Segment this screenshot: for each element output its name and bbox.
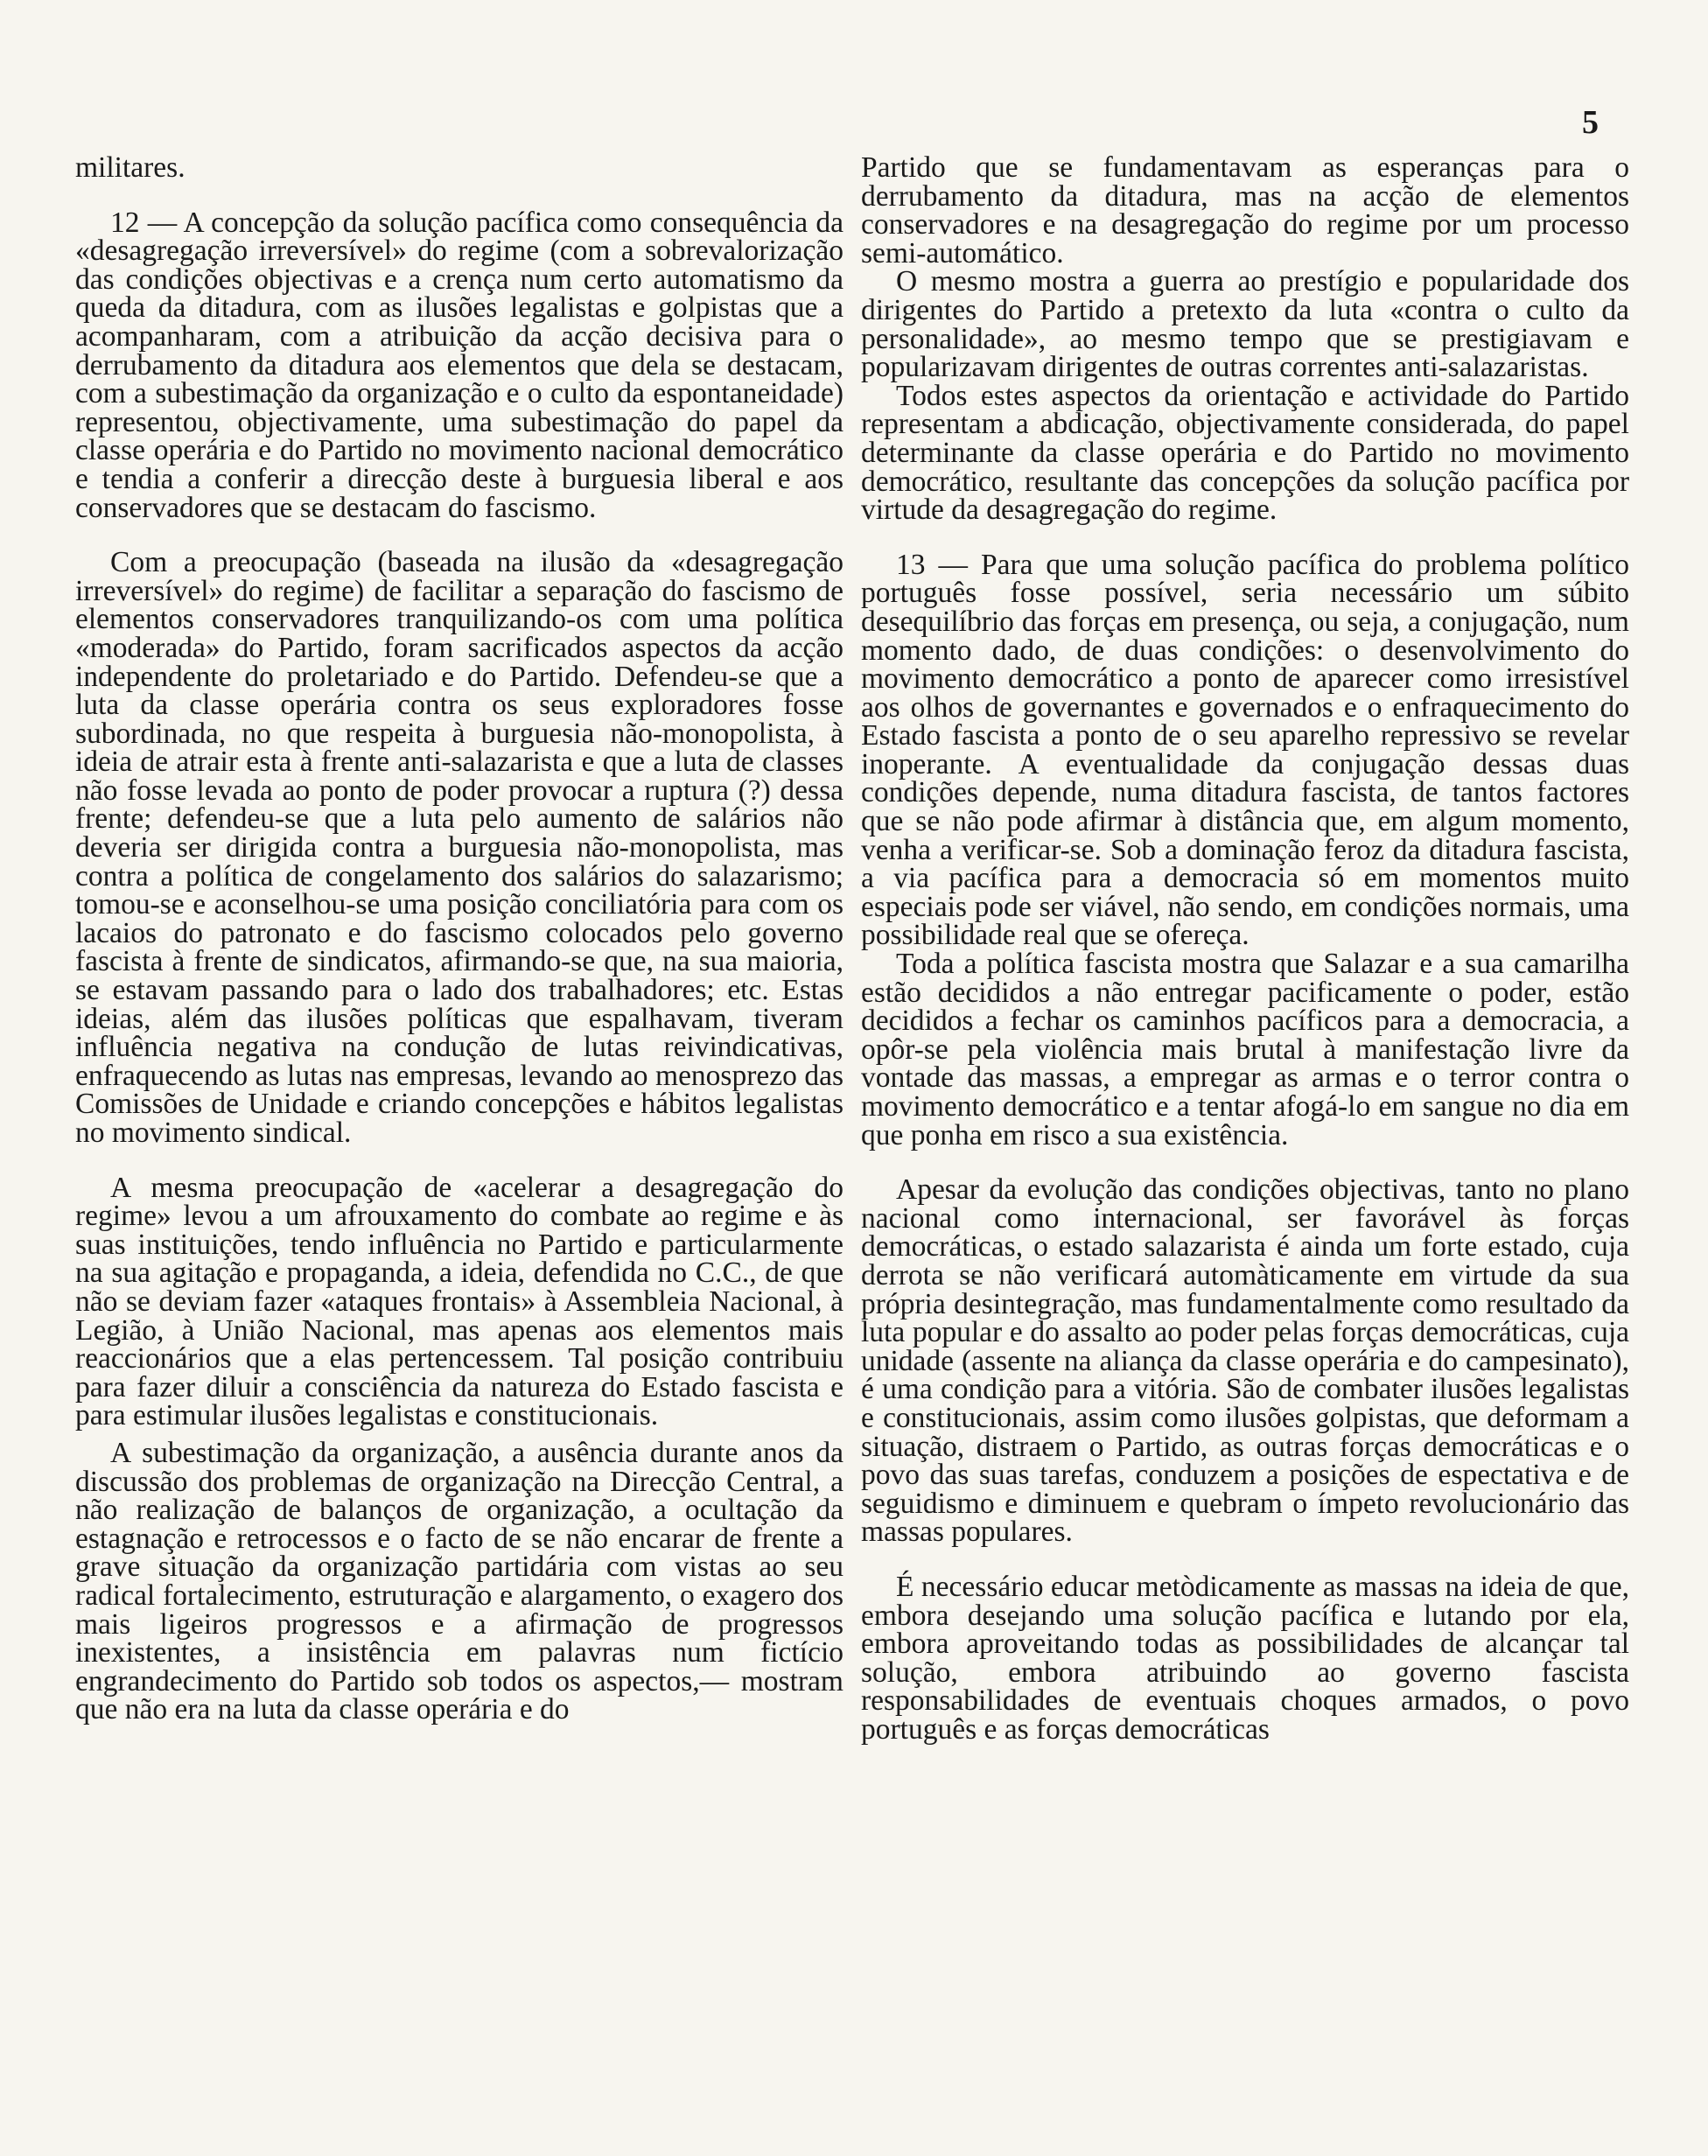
paragraph: Todos estes aspectos da orientação e actividade do Partido representam a abdicação, objectivamente considerada, do papel determinante da classe operária e do Partido no movimento democrático, resultante das concepções da solução pacífica por virtude da desagregação do regime.	[861, 379, 1629, 527]
paragraph: A subestimação da organização, a ausência durante anos da discussão dos problemas de organização na Direcção Central, a não realização de balanços de organização, a ocultação da estagnação e retrocessos e o facto de se não encarar de frente a grave situação da organização partidária com vistas ao seu radical fortalecimento, estruturação e alargamento, o exagero dos mais ligeiros progressos e a afirmação de progressos inexistentes, a insistência em palavras num fictício engrandecimento do Partido sob todos os aspectos,— mostram que não era na luta da classe operária e do	[75, 1436, 844, 1726]
paragraph: 12 — A concepção da solução pacífica como consequência da «desagregação irreversível» do regime (com a sobrevalorização das condições objectivas e a crença num certo automatismo da queda da ditadura, com as ilusões legalistas e golpistas que a acompanharam, com a atribuição da acção decisiva para o derrubamento da ditadura aos elementos que dela se destacam, com a subestimação da organização e o culto da espontaneidade) representou, objectivamente, uma subestimação do papel da classe operária e do Partido no movimento nacional democrático e tendia a conferir a direcção deste à burguesia liberal e aos conservadores que se destacam do fascismo.	[75, 206, 844, 524]
paragraph: Apesar da evolução das condições objectivas, tanto no plano nacional como internacional, ser favorável às forças democráticas, o estado salazarista é ainda um forte estado, cuja derrota se não verificará automàticamente em virtude da sua própria desintegração, mas fundamentalmente como resultado da luta popular e do assalto ao poder pelas forças democráticas, cuja unidade (assente na aliança da classe operária e do campesinato), é uma condição para a vitória. São de combater ilusões legalistas e constitucionais, assim como ilusões golpistas, que deformam a situação, distraem o Partido, as outras forças democráticas e o povo das suas tarefas, conduzem a posições de espectativa e de seguidismo e diminuem e quebram o ímpeto revolucionário das massas populares.	[861, 1173, 1629, 1549]
paragraph: militares.	[75, 151, 186, 184]
paragraph: O mesmo mostra a guerra ao prestígio e popularidade dos dirigentes do Partido a pretexto da luta «contra o culto da personalidade», ao mesmo tempo que se prestigiavam e popularizavam dirigentes de outras correntes anti-salazaristas.	[861, 265, 1629, 384]
paragraph: Com a preocupação (baseada na ilusão da «desagregação irreversível» do regime) de facilitar a separação do fascismo de elementos conservadores tranquilizando-os com uma política «moderada» do Partido, foram sacrificados aspectos da acção independente do proletariado e do Partido. Defendeu-se que a luta da classe operária contra os seus exploradores fosse subordinada, no que respeita à burguesia não-monopolista, à ideia de atrair esta à frente anti-salazarista e que a luta de classes não fosse levada ao ponto de poder provocar a ruptura (?) dessa frente; defendeu-se que a luta pelo aumento de salários não deveria ser dirigida contra a burguesia não-monopolista, mas contra a política de congelamento dos salários do salazarismo; tomou-se e aconselhou-se uma posição conciliatória para com os lacaios do patronato e do fascismo colocados pelo governo fascista à frente de sindicatos, afirmando-se que, na sua maioria, se estavam passando para o lado dos trabalhadores; etc. Estas ideias, além das ilusões políticas que espalhavam, tiveram influência negativa na condução de lutas reivindicativas, enfraquecendo as lutas nas empresas, levando ao menosprezo das Comissões de Unidade e criando concepções e hábitos legalistas no movimento sindical.	[75, 546, 844, 1149]
paragraph: É necessário educar metòdicamente as massas na ideia de que, embora desejando uma solução pacífica e lutando por ela, embora aproveitando todas as possibilidades de alcançar tal solução, embora atribuindo ao governo fascista responsabilidades de eventuais choques armados, o povo português e as forças democráticas	[861, 1570, 1629, 1746]
paragraph: Partido que se fundamentavam as esperanças para o derrubamento da ditadura, mas na acção de elementos conservadores e na desagregação do regime por um processo semi-automático.	[861, 151, 1629, 270]
paragraph: 13 — Para que uma solução pacífica do problema político português fosse possível, seria necessário um súbito desequilíbrio das forças em presença, ou seja, a conjugação, num momento dado, de duas condições: o desenvolvimento do movimento democrático a ponto de aparecer como irresistível aos olhos de governantes e governados e o enfraquecimento do Estado fascista a ponto de o seu aparelho repressivo se revelar inoperante. A eventualidade da conjugação dessas duas condições depende, numa ditadura fascista, de tantos factores que se não pode afirmar à distância que, em algum momento, venha a verificar-se. Sob a dominação feroz da ditadura fascista, a via pacífica para a democracia só em momentos muito especiais pode ser viável, não sendo, em condições normais, uma possibilidade real que se ofereça.	[861, 548, 1629, 952]
page-number: 5	[1582, 104, 1599, 141]
paragraph: Toda a política fascista mostra que Salazar e a sua camarilha estão decididos a não entregar pacificamente o poder, estão decididos a fechar os caminhos pacíficos para a democracia, a opôr-se pela violência mais brutal à manifestação livre da vontade das massas, a empregar as armas e o terror contra o movimento democrático e a tentar afogá-lo em sangue no dia em que ponha em risco a sua existência.	[861, 948, 1629, 1152]
left-column	[75, 151, 844, 1726]
paragraph: A mesma preocupação de «acelerar a desagregação do regime» levou a um afrouxamento do combate ao regime e às suas instituições, tendo influência no Partido e particularmente na sua agitação e propaganda, a ideia, defendida no C.C., de que não se deviam fazer «ataques frontais» à Assembleia Nacional, à Legião, à União Nacional, mas apenas aos elementos mais reaccionários que a elas pertencessem. Tal posição contribuiu para fazer diluir a consciência da natureza do Estado fascista e para estimular ilusões legalistas e constitucionais.	[75, 1171, 844, 1432]
right-column	[861, 151, 1629, 1746]
